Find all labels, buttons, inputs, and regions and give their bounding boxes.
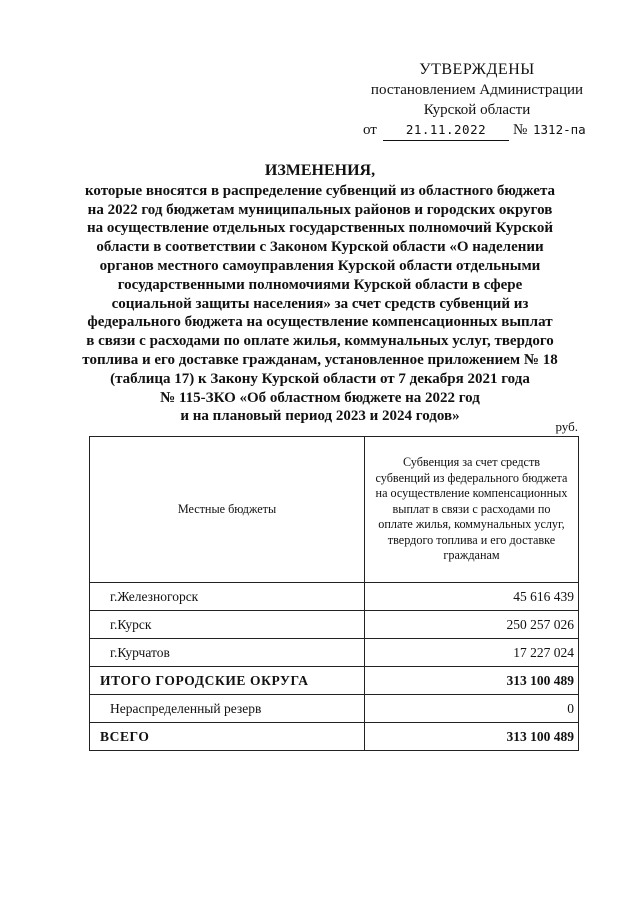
row-value: 313 100 489	[365, 667, 579, 695]
row-name: г.Курчатов	[90, 639, 365, 667]
approval-line-2: Курской области	[423, 102, 531, 118]
row-name: Нераспределенный резерв	[90, 695, 365, 723]
col-header-line: Субвенция за счет средств	[402, 455, 541, 470]
table-row	[90, 695, 579, 723]
row-value: 0	[365, 695, 579, 723]
row-value: 45 616 439	[365, 583, 579, 611]
col-header-line: на осуществление компенсационных	[375, 486, 568, 501]
title-line: социальной защиты населения» за счет средств субвенций из	[111, 295, 529, 312]
subsidy-table	[89, 436, 579, 751]
col-header-subsidy	[365, 437, 579, 583]
row-name: г.Курск	[90, 611, 365, 639]
title-line: (таблица 17) к Закону Курской области от 7 декабря 2021 года	[110, 370, 530, 387]
table-row	[90, 611, 579, 639]
row-name: ИТОГО ГОРОДСКИЕ ОКРУГА	[90, 667, 365, 695]
title-line: в связи с расходами по оплате жилья, коммунальных услуг, твердого	[86, 333, 554, 350]
approval-date-line	[357, 120, 597, 140]
col-header-line: твердого топлива и его доставке	[387, 532, 556, 547]
from-label: от	[363, 122, 377, 138]
col-header-line: субвенций из федерального бюджета	[375, 470, 568, 485]
table-row	[90, 639, 579, 667]
table-row-total-city	[90, 667, 579, 695]
approval-number: 1312-па	[533, 122, 586, 137]
title-line: федерального бюджета на осуществление компенсационных выплат	[87, 314, 553, 331]
number-sign: №	[513, 122, 528, 138]
title-line: которые вносятся в распределение субвенций из областного бюджета	[84, 182, 556, 199]
table-row-grand-total	[90, 723, 579, 751]
unit-label: руб.	[555, 419, 578, 434]
table-header-row	[90, 437, 579, 583]
title-line: на 2022 год бюджетам муниципальных районов и городских округов	[87, 201, 553, 218]
row-value: 250 257 026	[365, 611, 579, 639]
title-heading: ИЗМЕНЕНИЯ,	[264, 162, 376, 179]
row-value: 313 100 489	[365, 723, 579, 751]
row-name: ВСЕГО	[90, 723, 365, 751]
title-line: на осуществление отдельных государственных полномочий Курской	[86, 220, 554, 237]
table-row	[90, 583, 579, 611]
approval-heading: УТВЕРЖДЕНЫ	[419, 61, 535, 78]
title-line: государственными полномочиями Курской области в сфере	[117, 276, 523, 293]
col-header-line: оплате жилья, коммунальных услуг,	[378, 517, 565, 532]
document-title	[82, 162, 558, 426]
row-value: 17 227 024	[365, 639, 579, 667]
title-line: и на плановый период 2023 и 2024 годов»	[180, 408, 460, 425]
approval-line-1: постановлением Администрации	[370, 82, 584, 98]
col-header-line: выплат в связи с расходами по	[392, 501, 551, 516]
approval-date: 21.11.2022	[383, 120, 509, 141]
approval-block	[357, 60, 597, 140]
col-header-line: гражданам	[443, 548, 500, 563]
col-header-budgets: Местные бюджеты	[90, 437, 365, 583]
title-line: № 115-ЗКО «Об областном бюджете на 2022 год	[160, 389, 480, 406]
title-line: области в соответствии с Законом Курской области «О наделении	[96, 239, 544, 256]
row-name: г.Железногорск	[90, 583, 365, 611]
title-line: топлива и его доставке гражданам, установленное приложением № 18	[82, 351, 558, 368]
title-line: органов местного самоуправления Курской области отдельными	[99, 257, 541, 274]
